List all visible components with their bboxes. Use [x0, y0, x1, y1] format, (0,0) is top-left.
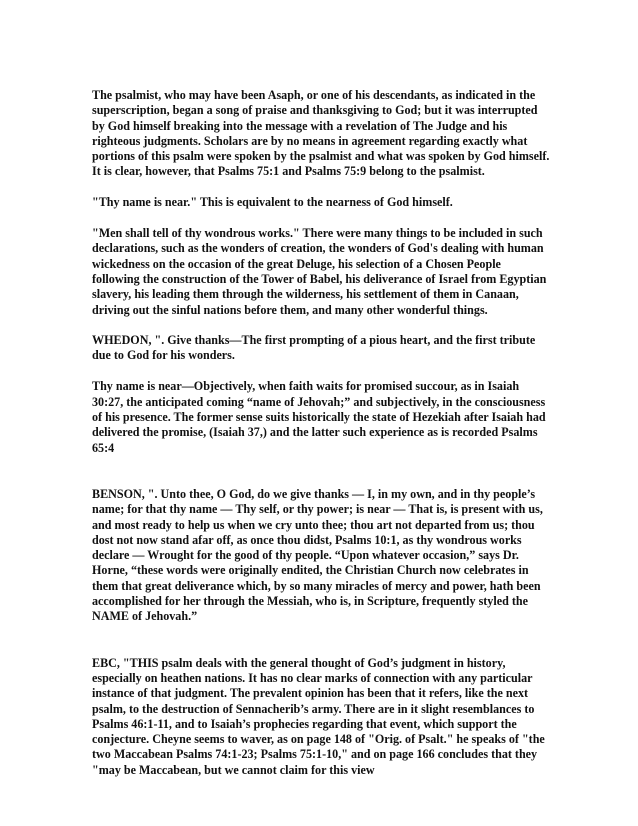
- paragraph-ebc: EBC, "THIS psalm deals with the general thought of God’s judgment in history, especially on heathen nations. It has no clear marks of connection with any particular instance of that judgment. The prevalent opinion has been that it refers, like the next psalm, to the destruction of Sennacherib’s army. There are in it slight resemblances to Psalms 46:1-11, and to Isaiah’s prophecies regarding that event, which support the conjecture. Cheyne seems to waver, as on page 148 of "Orig. of Psalt." he speaks of "the two Maccabean Psalms 74:1-23; Psalms 75:1-10," and on page 166 concludes that they "may be Maccabean, but we cannot claim for this view: [92, 655, 545, 777]
- paragraph-whedon-name: Thy name is near—Objectively, when faith waits for promised succour, as in Isaiah 30:27, the anticipated coming “name of Jehovah;” and subjectively, in the consciousness of his presence. The former sense suits historically the state of Hezekiah after Isaiah had delivered the promise, (Isaiah 37,) and the latter such experience as is recorded Psalms 65:4: [92, 379, 546, 455]
- paragraph-thy-name-near: "Thy name is near." This is equivalent to the nearness of God himself.: [92, 194, 453, 209]
- paragraph-benson: BENSON, ". Unto thee, O God, do we give thanks — I, in my own, and in thy people’s name; for that thy name — Thy self, or thy power; is near — That is, is present with us, and most ready to help us when we cry unto thee; thou art not departed from us; thou dost not now stand afar off, as once thou didst, Psalms 10:1, as thy wondrous works declare — Wrought for the good of thy people. “Upon whatever occasion,” says Dr. Horne, “these words were originally endited, the Christian Church now celebrates in them that great deliverance which, by so many miracles of mercy and power, hath been accomplished for her through the Messiah, who is, in Scripture, frequently styled the NAME of Jehovah.”: [92, 486, 543, 624]
- paragraph-wondrous-works: "Men shall tell of thy wondrous works." There were many things to be included in such declarations, such as the wonders of creation, the wonders of God's dealing with human wickedness on the occasion of the great Deluge, his selection of a Chosen People following the construction of the Tower of Babel, his deliverance of Israel from Egyptian slavery, his leading them through the wilderness, his settlement of them in Canaan, driving out the sinful nations before them, and many other wonderful things.: [92, 226, 547, 317]
- paragraph-whedon-thanks: WHEDON, ". Give thanks—The first prompting of a pious heart, and the first tribute due to God for his wonders.: [92, 332, 536, 363]
- paragraph-asaph-intro: The psalmist, who may have been Asaph, or one of his descendants, as indicated in the superscription, began a song of praise and thanksgiving to God; but it was interrupted by God himself breaking into the message with a revelation of The Judge and his righteous judgments. Scholars are by no means in agreement regarding exactly what portions of this psalm were spoken by the psalmist and what was spoken by God himself. It is clear, however, that Psalms 75:1 and Psalms 75:9 belong to the psalmist.: [92, 88, 550, 179]
- document-body: [92, 88, 550, 778]
